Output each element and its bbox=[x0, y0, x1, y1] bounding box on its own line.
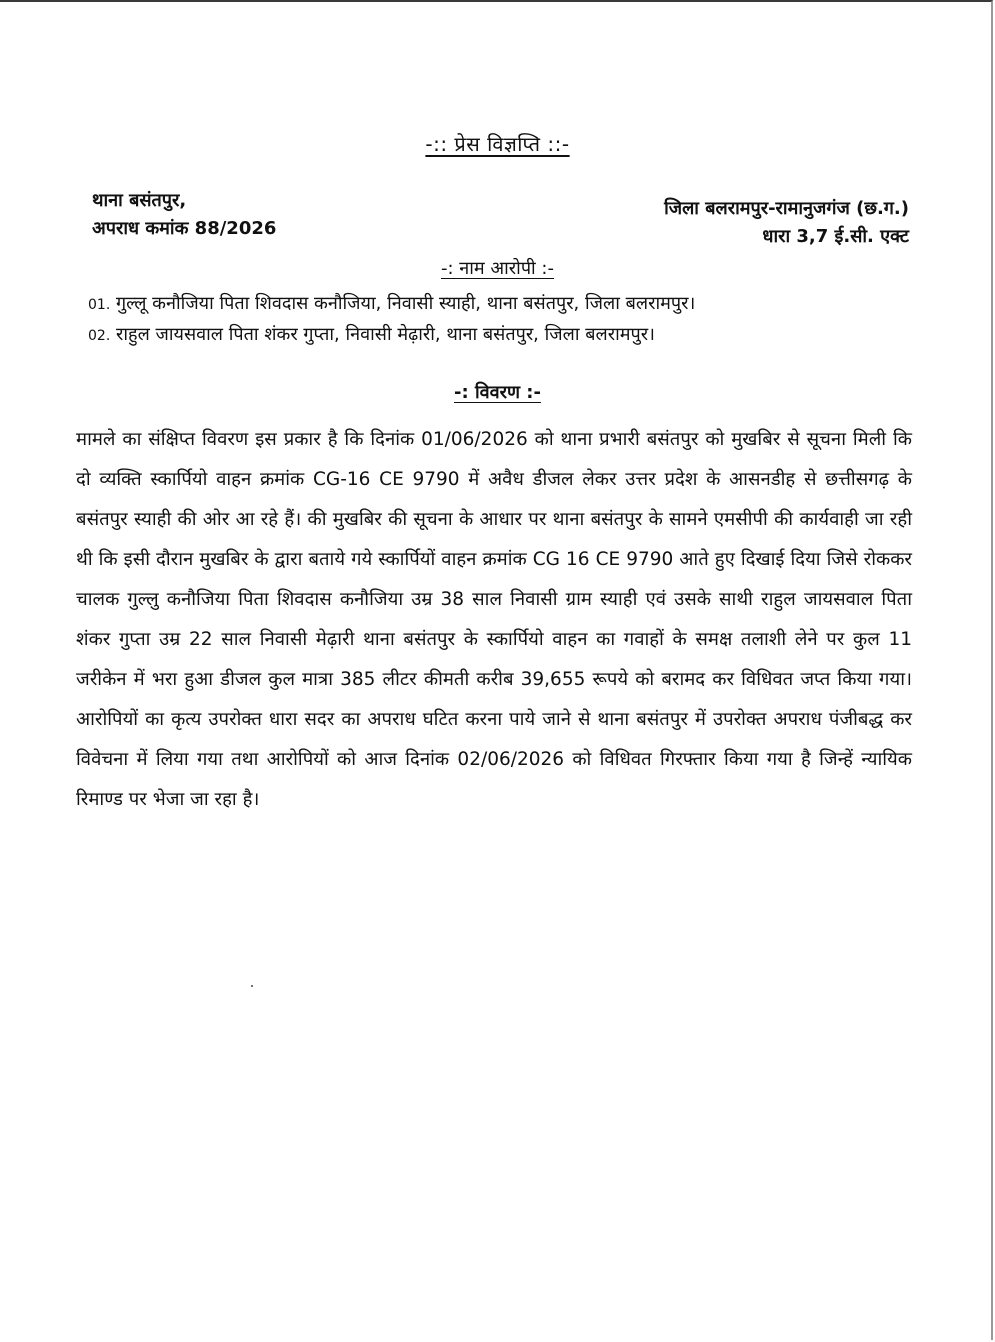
accused-heading bbox=[0, 256, 995, 280]
district: जिला बलरामपुर-रामानुजगंज (छ.ग.) bbox=[664, 198, 909, 219]
list-item bbox=[88, 320, 695, 351]
accused-number: 02. bbox=[88, 328, 111, 344]
press-release-title bbox=[0, 130, 995, 157]
description-body: मामले का संक्षिप्त विवरण इस प्रकार है कि दिनांक 01/06/2026 को थाना प्रभारी बसंतपुर को मुखबिर से सूचना मिली कि दो व्यक्ति स्कार्पियो वाहन क्रमांक CG-16 CE 9790 में अवैध डीजल लेकर उत्तर प्रदेश के आसनडीह से छत्तीसगढ़ के बसंतपुर स्याही की ओर आ रहे हैं। की मुखबिर की सूचना के आधार पर थाना बसंतपुर के सामने एमसीपी की कार्यवाही जा रही थी कि इसी दौरान मुखबिर के द्वारा बताये गये स्कार्पियों वाहन क्रमांक CG 16 CE 9790 आते हुए दिखाई दिया जिसे रोककर चालक गुल्लु कनौजिया पिता शिवदास कनौजिया उम्र 38 साल निवासी ग्राम स्याही एवं उसके साथी राहुल जायसवाल पिता शंकर गुप्ता उम्र 22 साल निवासी मेढ़ारी थाना बसंतपुर के स्कार्पियो वाहन का गवाहों के समक्ष तलाशी लेने पर कुल 11 जरीकेन में भरा हुआ डीजल कुल मात्रा 385 लीटर कीमती करीब 39,655 रूपये को बरामद कर विधिवत जप्त किया गया। आरोपियों का कृत्य उपरोक्त धारा सदर का अपराध घटित करना पाये जाने से थाना बसंतपुर में उपरोक्त अपराध पंजीबद्ध कर विवेचना में लिया गया तथा आरोपियों को आज दिनांक 02/06/2026 को विधिवत गिरफ्तार किया गया है जिन्हें न्यायिक रिमाण्ड पर भेजा जा रहा है। bbox=[76, 429, 912, 810]
district-block bbox=[664, 195, 909, 251]
title-text: -:: प्रेस विज्ञप्ति ::- bbox=[425, 132, 570, 156]
accused-number: 01. bbox=[88, 297, 111, 313]
police-station: थाना बसंतपुर, bbox=[92, 190, 187, 211]
accused-text: राहुल जायसवाल पिता शंकर गुप्ता, निवासी मेढ़ारी, थाना बसंतपुर, जिला बलरामपुर। bbox=[116, 324, 655, 345]
description-heading bbox=[0, 380, 995, 404]
crime-number: अपराध कमांक 88/2026 bbox=[92, 218, 277, 239]
accused-list bbox=[88, 289, 695, 351]
list-item bbox=[88, 289, 695, 320]
description-heading-text: -: विवरण :- bbox=[454, 382, 541, 403]
scan-speck bbox=[251, 985, 253, 987]
legal-section: धारा 3,7 ई.सी. एक्ट bbox=[762, 226, 909, 247]
accused-text: गुल्लू कनौजिया पिता शिवदास कनौजिया, निवासी स्याही, थाना बसंतपुर, जिला बलरामपुर। bbox=[116, 293, 696, 314]
accused-heading-text: -: नाम आरोपी :- bbox=[440, 258, 554, 279]
police-station-block bbox=[92, 187, 276, 243]
